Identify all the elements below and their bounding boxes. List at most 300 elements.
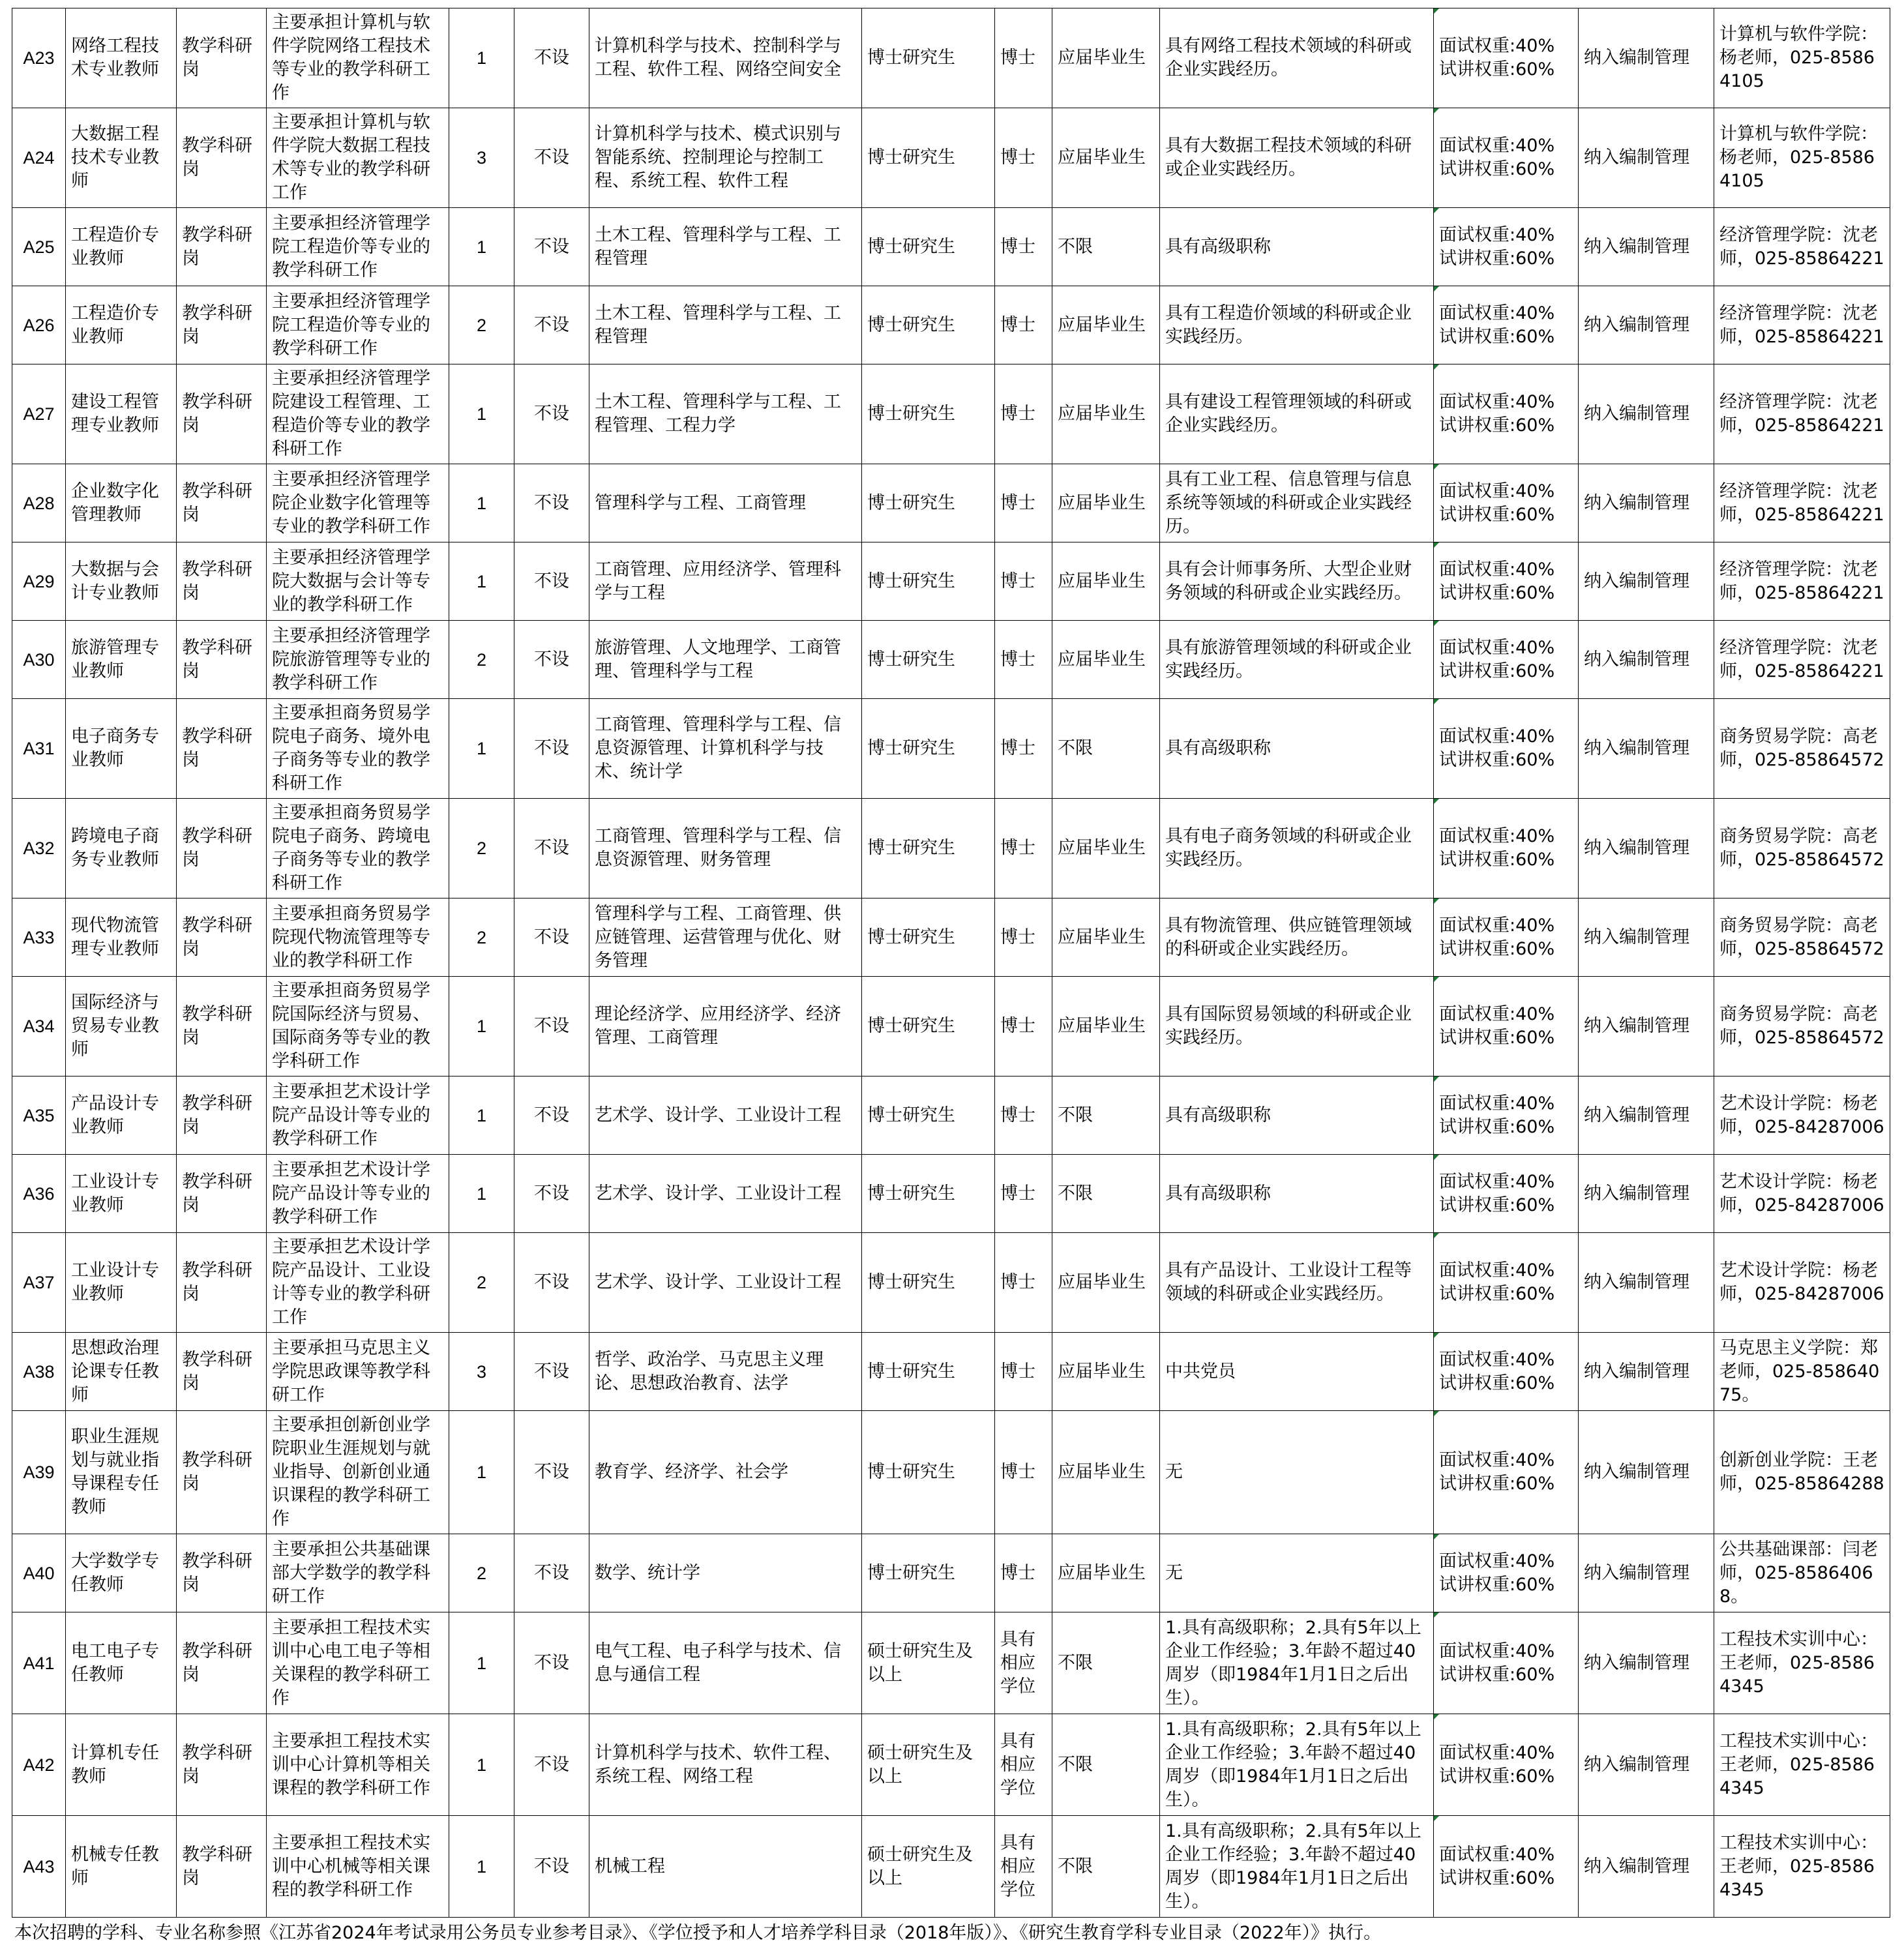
cell-requirement: 具有网络工程技术领域的科研或企业实践经历。 bbox=[1160, 8, 1434, 108]
cell-major: 哲学、政治学、马克思主义理论、思想政治教育、法学 bbox=[589, 1333, 862, 1411]
cell-management: 纳入编制管理 bbox=[1579, 898, 1714, 977]
cell-post-name: 建设工程管理专业教师 bbox=[66, 364, 177, 464]
lecture-weight: 试讲权重:60% bbox=[1439, 1116, 1555, 1137]
cell-contact: 经济管理学院：沈老师，025-85864221 bbox=[1714, 621, 1890, 699]
cell-applicant-type: 应届毕业生 bbox=[1052, 621, 1160, 699]
cell-duty: 主要承担经济管理学院企业数字化管理等专业的教学科研工作 bbox=[267, 464, 449, 542]
cell-duty: 主要承担艺术设计学院产品设计等专业的教学科研工作 bbox=[267, 1076, 449, 1155]
cell-requirement: 具有旅游管理领域的科研或企业实践经历。 bbox=[1160, 621, 1434, 699]
cell-contact: 马克思主义学院：郑老师，025-85864075。 bbox=[1714, 1333, 1890, 1411]
cell-exam-ratio: 不设 bbox=[514, 898, 589, 977]
cell-exam-ratio: 不设 bbox=[514, 1534, 589, 1612]
cell-degree: 博士 bbox=[995, 286, 1052, 364]
cell-major: 艺术学、设计学、工业设计工程 bbox=[589, 1155, 862, 1233]
cell-management: 纳入编制管理 bbox=[1579, 1612, 1714, 1714]
cell-management: 纳入编制管理 bbox=[1579, 977, 1714, 1076]
cell-test-weights bbox=[1434, 1816, 1579, 1918]
table-row bbox=[12, 898, 1890, 977]
cell-post-category: 教学科研岗 bbox=[177, 1612, 267, 1714]
cell-post-category: 教学科研岗 bbox=[177, 364, 267, 464]
cell-test-weights bbox=[1434, 1714, 1579, 1816]
cell-requirement: 具有高级职称 bbox=[1160, 1155, 1434, 1233]
cell-hiring-count: 1 bbox=[449, 977, 514, 1076]
cell-education: 博士研究生 bbox=[862, 8, 995, 108]
cell-comment-marker bbox=[1434, 8, 1439, 14]
cell-requirement: 具有高级职称 bbox=[1160, 208, 1434, 286]
lecture-weight: 试讲权重:60% bbox=[1439, 938, 1555, 959]
cell-post-name: 电工电子专任教师 bbox=[66, 1612, 177, 1714]
cell-education: 博士研究生 bbox=[862, 977, 995, 1076]
cell-test-weights bbox=[1434, 898, 1579, 977]
table-row bbox=[12, 1411, 1890, 1534]
cell-major: 理论经济学、应用经济学、经济管理、工商管理 bbox=[589, 977, 862, 1076]
interview-weight: 面试权重:40% bbox=[1439, 915, 1555, 936]
cell-degree: 博士 bbox=[995, 1076, 1052, 1155]
table-body bbox=[12, 8, 1890, 1918]
cell-requirement: 具有工程造价领域的科研或企业实践经历。 bbox=[1160, 286, 1434, 364]
cell-test-weights bbox=[1434, 8, 1579, 108]
cell-post-name: 电子商务专业教师 bbox=[66, 699, 177, 799]
cell-post-name: 旅游管理专业教师 bbox=[66, 621, 177, 699]
cell-degree: 博士 bbox=[995, 1411, 1052, 1534]
interview-weight: 面试权重:40% bbox=[1439, 136, 1555, 156]
cell-contact: 工程技术实训中心：王老师，025-85864345 bbox=[1714, 1714, 1890, 1816]
cell-duty: 主要承担经济管理学院大数据与会计等专业的教学科研工作 bbox=[267, 542, 449, 621]
cell-exam-ratio: 不设 bbox=[514, 364, 589, 464]
cell-major: 工商管理、应用经济学、管理科学与工程 bbox=[589, 542, 862, 621]
cell-test-weights bbox=[1434, 1534, 1579, 1612]
cell-comment-marker bbox=[1434, 1333, 1439, 1338]
cell-post-category: 教学科研岗 bbox=[177, 1333, 267, 1411]
table-row bbox=[12, 1534, 1890, 1612]
cell-contact: 工程技术实训中心：王老师，025-85864345 bbox=[1714, 1816, 1890, 1918]
cell-contact: 经济管理学院：沈老师，025-85864221 bbox=[1714, 208, 1890, 286]
cell-degree: 博士 bbox=[995, 898, 1052, 977]
cell-degree: 博士 bbox=[995, 1333, 1052, 1411]
cell-duty: 主要承担经济管理学院建设工程管理、工程造价等专业的教学科研工作 bbox=[267, 364, 449, 464]
cell-education: 博士研究生 bbox=[862, 286, 995, 364]
cell-hiring-count: 1 bbox=[449, 1816, 514, 1918]
cell-exam-ratio: 不设 bbox=[514, 542, 589, 621]
cell-comment-marker bbox=[1434, 286, 1439, 291]
cell-applicant-type: 应届毕业生 bbox=[1052, 898, 1160, 977]
cell-exam-ratio: 不设 bbox=[514, 1816, 589, 1918]
cell-education: 博士研究生 bbox=[862, 1155, 995, 1233]
cell-comment-marker bbox=[1434, 977, 1439, 982]
cell-post-category: 教学科研岗 bbox=[177, 799, 267, 898]
table-row bbox=[12, 208, 1890, 286]
cell-duty: 主要承担商务贸易学院国际经济与贸易、国际商务等专业的教学科研工作 bbox=[267, 977, 449, 1076]
table-row bbox=[12, 1333, 1890, 1411]
interview-weight: 面试权重:40% bbox=[1439, 1844, 1555, 1865]
cell-duty: 主要承担商务贸易学院电子商务、跨境电子商务等专业的教学科研工作 bbox=[267, 799, 449, 898]
cell-education: 博士研究生 bbox=[862, 1076, 995, 1155]
cell-management: 纳入编制管理 bbox=[1579, 1333, 1714, 1411]
cell-test-weights bbox=[1434, 364, 1579, 464]
cell-hiring-count: 2 bbox=[449, 898, 514, 977]
cell-duty: 主要承担艺术设计学院产品设计等专业的教学科研工作 bbox=[267, 1155, 449, 1233]
cell-post-code: A40 bbox=[12, 1534, 66, 1612]
table-row bbox=[12, 699, 1890, 799]
cell-education: 硕士研究生及以上 bbox=[862, 1612, 995, 1714]
cell-post-category: 教学科研岗 bbox=[177, 621, 267, 699]
cell-hiring-count: 1 bbox=[449, 364, 514, 464]
lecture-weight: 试讲权重:60% bbox=[1439, 1195, 1555, 1215]
table-row bbox=[12, 1714, 1890, 1816]
cell-requirement: 1.具有高级职称；2.具有5年以上企业工作经验；3.年龄不超过40周岁（即1984年1月1日之后出生）。 bbox=[1160, 1714, 1434, 1816]
cell-comment-marker bbox=[1434, 1233, 1439, 1238]
cell-post-name: 跨境电子商务专业教师 bbox=[66, 799, 177, 898]
cell-hiring-count: 1 bbox=[449, 1411, 514, 1534]
cell-applicant-type: 应届毕业生 bbox=[1052, 799, 1160, 898]
lecture-weight: 试讲权重:60% bbox=[1439, 326, 1555, 347]
cell-post-category: 教学科研岗 bbox=[177, 464, 267, 542]
cell-applicant-type: 不限 bbox=[1052, 1612, 1160, 1714]
cell-duty: 主要承担工程技术实训中心电工电子等相关课程的教学科研工作 bbox=[267, 1612, 449, 1714]
lecture-weight: 试讲权重:60% bbox=[1439, 59, 1555, 80]
cell-post-name: 计算机专任教师 bbox=[66, 1714, 177, 1816]
cell-contact: 商务贸易学院：高老师，025-85864572 bbox=[1714, 977, 1890, 1076]
cell-applicant-type: 应届毕业生 bbox=[1052, 542, 1160, 621]
cell-duty: 主要承担工程技术实训中心计算机等相关课程的教学科研工作 bbox=[267, 1714, 449, 1816]
cell-contact: 经济管理学院：沈老师，025-85864221 bbox=[1714, 542, 1890, 621]
cell-comment-marker bbox=[1434, 1816, 1439, 1821]
cell-post-name: 产品设计专业教师 bbox=[66, 1076, 177, 1155]
cell-degree: 博士 bbox=[995, 621, 1052, 699]
cell-duty: 主要承担公共基础课部大学数学的教学科研工作 bbox=[267, 1534, 449, 1612]
cell-contact: 计算机与软件学院：杨老师，025-85864105 bbox=[1714, 108, 1890, 208]
cell-applicant-type: 应届毕业生 bbox=[1052, 1534, 1160, 1612]
cell-education: 博士研究生 bbox=[862, 1333, 995, 1411]
cell-education: 博士研究生 bbox=[862, 699, 995, 799]
cell-post-category: 教学科研岗 bbox=[177, 1534, 267, 1612]
lecture-weight: 试讲权重:60% bbox=[1439, 415, 1555, 436]
cell-post-category: 教学科研岗 bbox=[177, 1233, 267, 1333]
cell-post-category: 教学科研岗 bbox=[177, 1155, 267, 1233]
cell-test-weights bbox=[1434, 286, 1579, 364]
cell-duty: 主要承担商务贸易学院现代物流管理等专业的教学科研工作 bbox=[267, 898, 449, 977]
cell-comment-marker bbox=[1434, 1612, 1439, 1618]
cell-test-weights bbox=[1434, 621, 1579, 699]
table-row bbox=[12, 542, 1890, 621]
cell-exam-ratio: 不设 bbox=[514, 464, 589, 542]
table-row bbox=[12, 799, 1890, 898]
cell-post-category: 教学科研岗 bbox=[177, 1076, 267, 1155]
cell-test-weights bbox=[1434, 699, 1579, 799]
cell-applicant-type: 不限 bbox=[1052, 1076, 1160, 1155]
cell-post-name: 工程造价专业教师 bbox=[66, 286, 177, 364]
cell-degree: 博士 bbox=[995, 542, 1052, 621]
cell-post-code: A39 bbox=[12, 1411, 66, 1534]
cell-post-name: 工程造价专业教师 bbox=[66, 208, 177, 286]
cell-exam-ratio: 不设 bbox=[514, 1076, 589, 1155]
cell-requirement: 具有大数据工程技术领域的科研或企业实践经历。 bbox=[1160, 108, 1434, 208]
cell-degree: 博士 bbox=[995, 8, 1052, 108]
cell-contact: 经济管理学院：沈老师，025-85864221 bbox=[1714, 286, 1890, 364]
cell-hiring-count: 1 bbox=[449, 542, 514, 621]
cell-degree: 具有相应学位 bbox=[995, 1714, 1052, 1816]
cell-management: 纳入编制管理 bbox=[1579, 621, 1714, 699]
cell-post-code: A38 bbox=[12, 1333, 66, 1411]
cell-education: 硕士研究生及以上 bbox=[862, 1714, 995, 1816]
cell-post-code: A36 bbox=[12, 1155, 66, 1233]
cell-post-code: A30 bbox=[12, 621, 66, 699]
lecture-weight: 试讲权重:60% bbox=[1439, 1574, 1555, 1595]
recruitment-sheet bbox=[12, 8, 1890, 1945]
cell-requirement: 1.具有高级职称；2.具有5年以上企业工作经验；3.年龄不超过40周岁（即1984年1月1日之后出生）。 bbox=[1160, 1612, 1434, 1714]
interview-weight: 面试权重:40% bbox=[1439, 637, 1555, 658]
cell-post-name: 大数据与会计专业教师 bbox=[66, 542, 177, 621]
cell-education: 硕士研究生及以上 bbox=[862, 1816, 995, 1918]
cell-contact: 计算机与软件学院：杨老师，025-85864105 bbox=[1714, 8, 1890, 108]
cell-applicant-type: 应届毕业生 bbox=[1052, 8, 1160, 108]
table-row bbox=[12, 1233, 1890, 1333]
cell-major: 工商管理、管理科学与工程、信息资源管理、财务管理 bbox=[589, 799, 862, 898]
lecture-weight: 试讲权重:60% bbox=[1439, 1766, 1555, 1787]
cell-management: 纳入编制管理 bbox=[1579, 799, 1714, 898]
cell-applicant-type: 应届毕业生 bbox=[1052, 108, 1160, 208]
cell-degree: 博士 bbox=[995, 977, 1052, 1076]
cell-post-name: 工业设计专业教师 bbox=[66, 1233, 177, 1333]
cell-major: 计算机科学与技术、软件工程、系统工程、网络工程 bbox=[589, 1714, 862, 1816]
cell-post-category: 教学科研岗 bbox=[177, 1411, 267, 1534]
cell-post-code: A26 bbox=[12, 286, 66, 364]
interview-weight: 面试权重:40% bbox=[1439, 1742, 1555, 1763]
cell-exam-ratio: 不设 bbox=[514, 1333, 589, 1411]
cell-applicant-type: 应届毕业生 bbox=[1052, 286, 1160, 364]
cell-education: 博士研究生 bbox=[862, 208, 995, 286]
cell-comment-marker bbox=[1434, 799, 1439, 804]
cell-comment-marker bbox=[1434, 898, 1439, 904]
cell-hiring-count: 2 bbox=[449, 1233, 514, 1333]
table-row bbox=[12, 464, 1890, 542]
cell-post-code: A33 bbox=[12, 898, 66, 977]
table-row bbox=[12, 8, 1890, 108]
cell-comment-marker bbox=[1434, 699, 1439, 704]
cell-post-name: 大数据工程技术专业教师 bbox=[66, 108, 177, 208]
cell-post-code: A24 bbox=[12, 108, 66, 208]
cell-degree: 博士 bbox=[995, 108, 1052, 208]
cell-post-category: 教学科研岗 bbox=[177, 699, 267, 799]
cell-test-weights bbox=[1434, 977, 1579, 1076]
cell-duty: 主要承担商务贸易学院电子商务、境外电子商务等专业的教学科研工作 bbox=[267, 699, 449, 799]
interview-weight: 面试权重:40% bbox=[1439, 559, 1555, 580]
lecture-weight: 试讲权重:60% bbox=[1439, 504, 1555, 525]
cell-duty: 主要承担马克思主义学院思政课等教学科研工作 bbox=[267, 1333, 449, 1411]
cell-degree: 博士 bbox=[995, 1233, 1052, 1333]
cell-exam-ratio: 不设 bbox=[514, 8, 589, 108]
cell-duty: 主要承担经济管理学院旅游管理等专业的教学科研工作 bbox=[267, 621, 449, 699]
footnote: 本次招聘的学科、专业名称参照《江苏省2024年考试录用公务员专业参考目录》、《学位授予和人才培养学科目录（2018年版）》、《研究生教育学科专业目录（2022年）》执行。 bbox=[14, 1923, 1382, 1943]
cell-post-category: 教学科研岗 bbox=[177, 8, 267, 108]
cell-post-name: 思想政治理论课专任教师 bbox=[66, 1333, 177, 1411]
cell-hiring-count: 2 bbox=[449, 621, 514, 699]
cell-post-name: 机械专任教师 bbox=[66, 1816, 177, 1918]
cell-test-weights bbox=[1434, 1411, 1579, 1534]
cell-major: 艺术学、设计学、工业设计工程 bbox=[589, 1076, 862, 1155]
cell-post-category: 教学科研岗 bbox=[177, 286, 267, 364]
cell-post-code: A25 bbox=[12, 208, 66, 286]
cell-requirement: 具有工业工程、信息管理与信息系统等领域的科研或企业实践经历。 bbox=[1160, 464, 1434, 542]
lecture-weight: 试讲权重:60% bbox=[1439, 850, 1555, 870]
cell-contact: 商务贸易学院：高老师，025-85864572 bbox=[1714, 799, 1890, 898]
cell-management: 纳入编制管理 bbox=[1579, 364, 1714, 464]
cell-test-weights bbox=[1434, 542, 1579, 621]
cell-requirement: 具有物流管理、供应链管理领域的科研或企业实践经历。 bbox=[1160, 898, 1434, 977]
cell-test-weights bbox=[1434, 208, 1579, 286]
cell-requirement: 1.具有高级职称；2.具有5年以上企业工作经验；3.年龄不超过40周岁（即1984年1月1日之后出生）。 bbox=[1160, 1816, 1434, 1918]
cell-contact: 经济管理学院：沈老师，025-85864221 bbox=[1714, 464, 1890, 542]
cell-education: 博士研究生 bbox=[862, 799, 995, 898]
cell-hiring-count: 2 bbox=[449, 286, 514, 364]
cell-degree: 具有相应学位 bbox=[995, 1816, 1052, 1918]
cell-degree: 博士 bbox=[995, 1155, 1052, 1233]
cell-major: 工商管理、管理科学与工程、信息资源管理、计算机科学与技术、统计学 bbox=[589, 699, 862, 799]
cell-degree: 博士 bbox=[995, 699, 1052, 799]
cell-post-category: 教学科研岗 bbox=[177, 898, 267, 977]
cell-post-category: 教学科研岗 bbox=[177, 1714, 267, 1816]
cell-post-name: 职业生涯规划与就业指导课程专任教师 bbox=[66, 1411, 177, 1534]
cell-hiring-count: 1 bbox=[449, 1714, 514, 1816]
cell-management: 纳入编制管理 bbox=[1579, 1155, 1714, 1233]
interview-weight: 面试权重:40% bbox=[1439, 1641, 1555, 1661]
cell-test-weights bbox=[1434, 108, 1579, 208]
table-row bbox=[12, 1155, 1890, 1233]
cell-management: 纳入编制管理 bbox=[1579, 108, 1714, 208]
cell-hiring-count: 3 bbox=[449, 108, 514, 208]
cell-major: 土木工程、管理科学与工程、工程管理 bbox=[589, 208, 862, 286]
lecture-weight: 试讲权重:60% bbox=[1439, 248, 1555, 269]
lecture-weight: 试讲权重:60% bbox=[1439, 582, 1555, 603]
cell-hiring-count: 1 bbox=[449, 699, 514, 799]
cell-education: 博士研究生 bbox=[862, 108, 995, 208]
cell-management: 纳入编制管理 bbox=[1579, 1816, 1714, 1918]
cell-education: 博士研究生 bbox=[862, 898, 995, 977]
cell-management: 纳入编制管理 bbox=[1579, 699, 1714, 799]
cell-applicant-type: 不限 bbox=[1052, 699, 1160, 799]
cell-post-code: A31 bbox=[12, 699, 66, 799]
interview-weight: 面试权重:40% bbox=[1439, 1171, 1555, 1192]
table-row bbox=[12, 1076, 1890, 1155]
cell-contact: 艺术设计学院：杨老师，025-84287006 bbox=[1714, 1076, 1890, 1155]
cell-post-code: A29 bbox=[12, 542, 66, 621]
cell-degree: 博士 bbox=[995, 208, 1052, 286]
cell-comment-marker bbox=[1434, 1411, 1439, 1416]
table-row bbox=[12, 621, 1890, 699]
cell-requirement: 无 bbox=[1160, 1534, 1434, 1612]
cell-major: 管理科学与工程、工商管理 bbox=[589, 464, 862, 542]
cell-comment-marker bbox=[1434, 108, 1439, 113]
interview-weight: 面试权重:40% bbox=[1439, 303, 1555, 323]
table-row bbox=[12, 1612, 1890, 1714]
cell-post-code: A42 bbox=[12, 1714, 66, 1816]
interview-weight: 面试权重:40% bbox=[1439, 1004, 1555, 1024]
lecture-weight: 试讲权重:60% bbox=[1439, 1867, 1555, 1888]
cell-hiring-count: 1 bbox=[449, 8, 514, 108]
cell-major: 土木工程、管理科学与工程、工程管理 bbox=[589, 286, 862, 364]
cell-exam-ratio: 不设 bbox=[514, 621, 589, 699]
cell-major: 旅游管理、人文地理学、工商管理、管理科学与工程 bbox=[589, 621, 862, 699]
cell-exam-ratio: 不设 bbox=[514, 799, 589, 898]
cell-management: 纳入编制管理 bbox=[1579, 542, 1714, 621]
cell-duty: 主要承担经济管理学院工程造价等专业的教学科研工作 bbox=[267, 286, 449, 364]
lecture-weight: 试讲权重:60% bbox=[1439, 750, 1555, 770]
cell-exam-ratio: 不设 bbox=[514, 108, 589, 208]
cell-hiring-count: 1 bbox=[449, 1076, 514, 1155]
cell-post-code: A43 bbox=[12, 1816, 66, 1918]
cell-exam-ratio: 不设 bbox=[514, 286, 589, 364]
cell-test-weights bbox=[1434, 1155, 1579, 1233]
interview-weight: 面试权重:40% bbox=[1439, 1551, 1555, 1571]
cell-exam-ratio: 不设 bbox=[514, 1612, 589, 1714]
cell-requirement: 具有国际贸易领域的科研或企业实践经历。 bbox=[1160, 977, 1434, 1076]
cell-post-category: 教学科研岗 bbox=[177, 542, 267, 621]
cell-degree: 博士 bbox=[995, 1534, 1052, 1612]
cell-post-category: 教学科研岗 bbox=[177, 977, 267, 1076]
cell-exam-ratio: 不设 bbox=[514, 977, 589, 1076]
cell-exam-ratio: 不设 bbox=[514, 1155, 589, 1233]
lecture-weight: 试讲权重:60% bbox=[1439, 1664, 1555, 1685]
cell-exam-ratio: 不设 bbox=[514, 208, 589, 286]
cell-applicant-type: 不限 bbox=[1052, 1714, 1160, 1816]
cell-hiring-count: 2 bbox=[449, 1534, 514, 1612]
cell-hiring-count: 1 bbox=[449, 464, 514, 542]
cell-post-code: A32 bbox=[12, 799, 66, 898]
cell-contact: 艺术设计学院：杨老师，025-84287006 bbox=[1714, 1233, 1890, 1333]
cell-management: 纳入编制管理 bbox=[1579, 464, 1714, 542]
cell-degree: 博士 bbox=[995, 799, 1052, 898]
cell-post-name: 企业数字化管理教师 bbox=[66, 464, 177, 542]
cell-major: 教育学、经济学、社会学 bbox=[589, 1411, 862, 1534]
table-row bbox=[12, 1816, 1890, 1918]
cell-comment-marker bbox=[1434, 1714, 1439, 1719]
cell-management: 纳入编制管理 bbox=[1579, 208, 1714, 286]
cell-comment-marker bbox=[1434, 208, 1439, 213]
cell-duty: 主要承担艺术设计学院产品设计、工业设计等专业的教学科研工作 bbox=[267, 1233, 449, 1333]
cell-post-category: 教学科研岗 bbox=[177, 108, 267, 208]
cell-comment-marker bbox=[1434, 1155, 1439, 1160]
cell-post-code: A23 bbox=[12, 8, 66, 108]
cell-post-code: A28 bbox=[12, 464, 66, 542]
cell-exam-ratio: 不设 bbox=[514, 1411, 589, 1534]
cell-contact: 商务贸易学院：高老师，025-85864572 bbox=[1714, 898, 1890, 977]
cell-management: 纳入编制管理 bbox=[1579, 8, 1714, 108]
cell-education: 博士研究生 bbox=[862, 464, 995, 542]
cell-major: 土木工程、管理科学与工程、工程管理、工程力学 bbox=[589, 364, 862, 464]
cell-management: 纳入编制管理 bbox=[1579, 1411, 1714, 1534]
cell-duty: 主要承担计算机与软件学院网络工程技术等专业的教学科研工作 bbox=[267, 8, 449, 108]
cell-applicant-type: 应届毕业生 bbox=[1052, 977, 1160, 1076]
interview-weight: 面试权重:40% bbox=[1439, 392, 1555, 412]
cell-requirement: 中共党员 bbox=[1160, 1333, 1434, 1411]
cell-requirement: 具有高级职称 bbox=[1160, 699, 1434, 799]
table-row bbox=[12, 286, 1890, 364]
cell-test-weights bbox=[1434, 1233, 1579, 1333]
lecture-weight: 试讲权重:60% bbox=[1439, 1474, 1555, 1494]
lecture-weight: 试讲权重:60% bbox=[1439, 1284, 1555, 1304]
cell-major: 数学、统计学 bbox=[589, 1534, 862, 1612]
cell-degree: 博士 bbox=[995, 364, 1052, 464]
cell-hiring-count: 1 bbox=[449, 1155, 514, 1233]
recruitment-table bbox=[12, 8, 1890, 1918]
cell-contact: 经济管理学院：沈老师，025-85864221 bbox=[1714, 364, 1890, 464]
cell-applicant-type: 应届毕业生 bbox=[1052, 1411, 1160, 1534]
cell-major: 计算机科学与技术、模式识别与智能系统、控制理论与控制工程、系统工程、软件工程 bbox=[589, 108, 862, 208]
cell-duty: 主要承担经济管理学院工程造价等专业的教学科研工作 bbox=[267, 208, 449, 286]
cell-management: 纳入编制管理 bbox=[1579, 1714, 1714, 1816]
cell-major: 计算机科学与技术、控制科学与工程、软件工程、网络空间安全 bbox=[589, 8, 862, 108]
cell-requirement: 具有高级职称 bbox=[1160, 1076, 1434, 1155]
